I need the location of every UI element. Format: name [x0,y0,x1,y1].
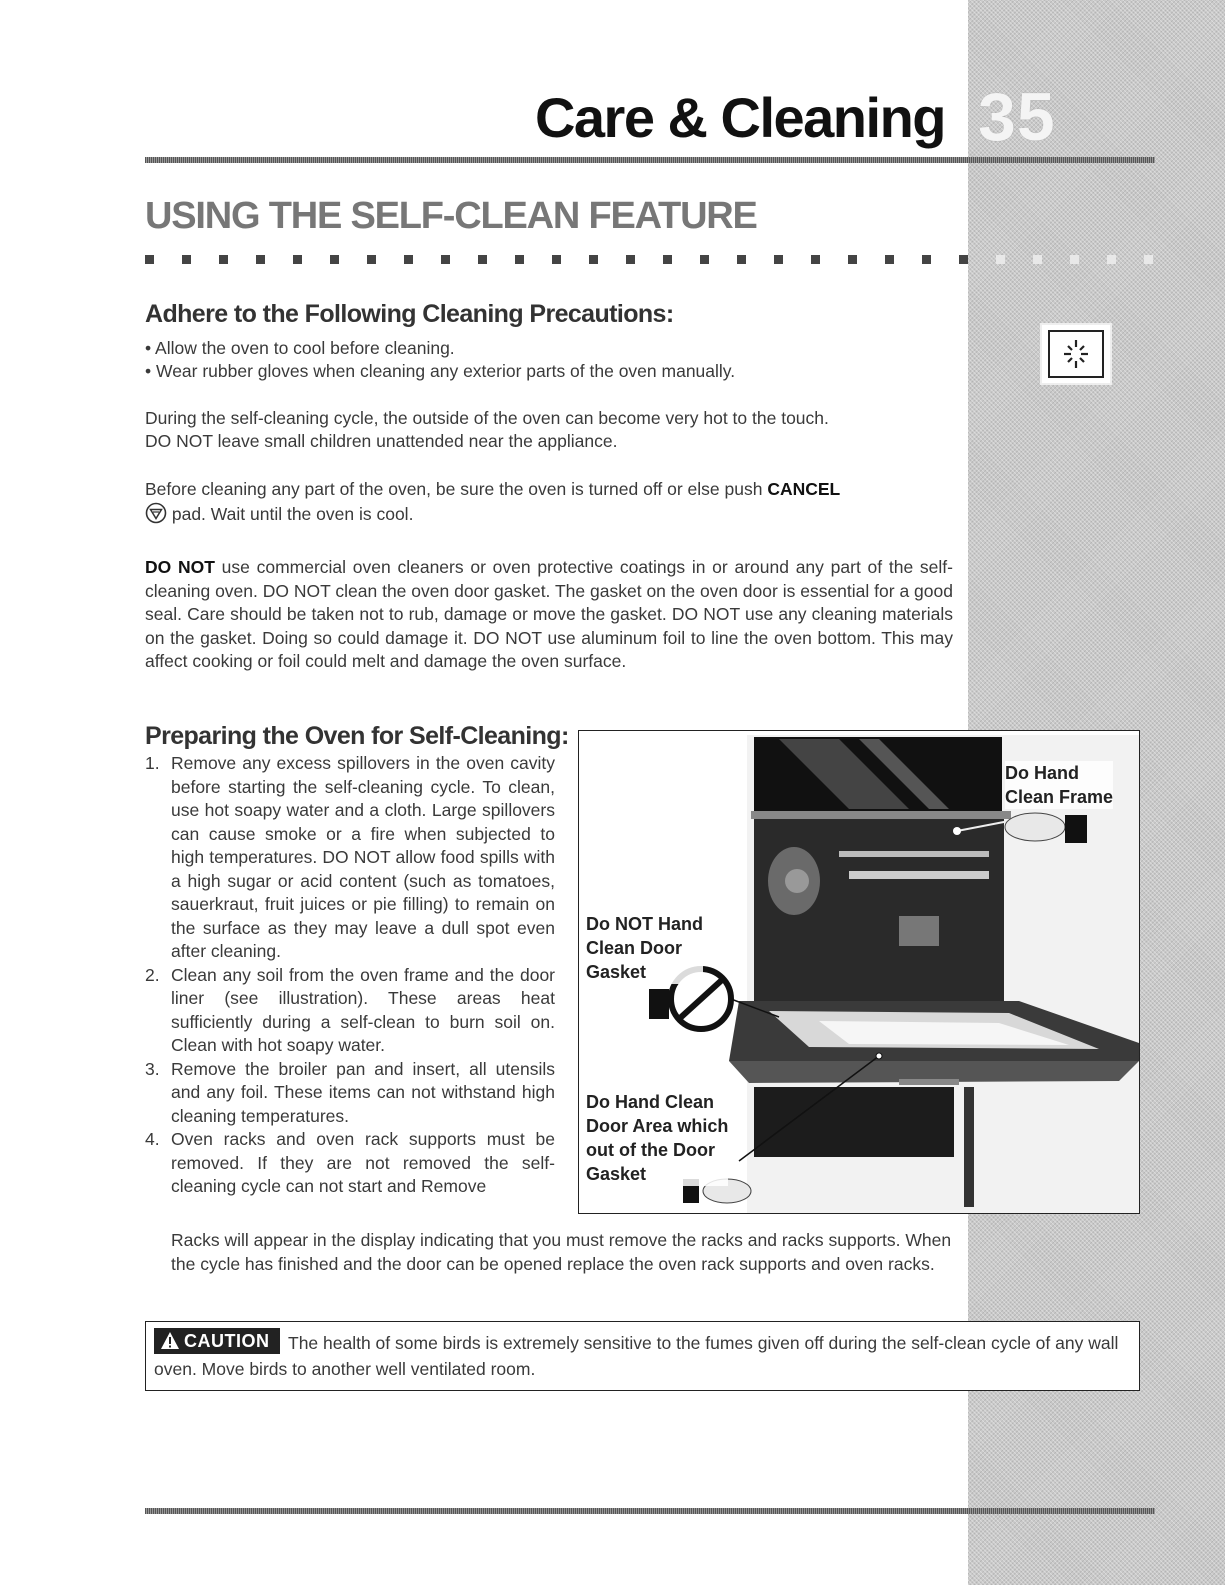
text: Before cleaning any part of the oven, be sure the oven is turned off or else push [145,479,768,499]
callout-line: Clean Door [586,938,683,958]
page-number: 35 [978,79,1056,155]
divider-dot [1033,255,1042,264]
callout-line: Do Hand [1005,763,1079,783]
caution-label: CAUTION [184,1331,270,1351]
caution-box [145,1321,1140,1391]
divider-dot [145,255,154,264]
divider-dot [589,255,598,264]
step-number: 1. [145,753,160,773]
text: pad. Wait until the oven is cool. [167,503,414,524]
list-item [145,964,555,1058]
divider-dot [959,255,968,264]
oven-illustration [578,730,1140,1214]
text: use commercial oven cleaners or oven protective coatings in or around any part of the self-cleaning oven. DO NOT clean the oven door gasket. The gasket on the oven door is essential for a good seal. Care should be taken not to rub, damage or move the gasket. DO NOT use any cleaning materials on the gasket. Doing so could damage it. DO NOT use aluminum foil to line the oven bottom. This may affect cooking or foil could melt and damage the oven surface. [145,557,953,671]
step-number: 3. [145,1058,160,1079]
step-text: Remove any excess spillovers in the oven cavity before starting the self-cleaning cycle. To clean, use hot soapy water and a cloth. Large spillovers can cause smoke or a fire when subjected to high temperatures. DO NOT allow food spills with a high sugar or acid content (such as tomatoes, sauerkraut, fruit juices or pie filling) to remain on the surface as they may leave a dull spot even after cleaning. [171,753,555,961]
step-text: Oven racks and oven rack supports must be removed. If they are not removed the self-cleaning cycle can not start and Remove [171,1129,555,1196]
divider-dot [367,255,376,264]
callout-line: Do NOT Hand [586,914,703,934]
callout-line: Gasket [586,1164,647,1184]
step-number: 2. [145,964,160,985]
cancel-label: CANCEL [767,479,841,499]
do-not-label: DO NOT [145,557,215,577]
top-rule [145,157,1155,163]
divider-dot [293,255,302,264]
callout-line: out of the Door [586,1140,715,1160]
list-item [145,1058,555,1129]
divider-dot [663,255,672,264]
bottom-rule [145,1508,1155,1514]
divider-dot [256,255,265,264]
divider-dot [774,255,783,264]
list-item [145,752,555,964]
divider-dot [404,255,413,264]
callout-hand-clean-door [586,1090,728,1186]
caution-text: The health of some birds is extremely sensitive to the fumes given off during the self-clean cycle of any wall oven. Move birds to another well ventilated room. [154,1333,1119,1379]
do-not-paragraph [145,556,953,674]
step-4-continued: Racks will appear in the display indicating that you must remove the racks and racks supports. When the cycle has finished and the door can be opened replace the oven rack supports and oven racks. [171,1230,952,1274]
divider-dot [848,255,857,264]
paragraph-line: DO NOT leave small children unattended near the appliance. [145,431,618,451]
divider-dot [626,255,635,264]
divider-dot [478,255,487,264]
bullet-item: • Allow the oven to cool before cleaning. [145,338,455,358]
page-title: Care & Cleaning [534,86,945,149]
step-number: 4. [145,1129,160,1149]
precautions-heading: Adhere to the Following Cleaning Precautions: [145,300,674,328]
divider-dot [1070,255,1079,264]
divider-dot [1144,255,1153,264]
preparing-heading: Preparing the Oven for Self-Cleaning: [145,722,569,750]
divider-dot [885,255,894,264]
step-text: Remove the broiler pan and insert, all utensils and any foil. These items can not withstand high cleaning temperatures. [171,1058,555,1126]
divider-dot [811,255,820,264]
list-item [145,1128,555,1199]
divider-dot [700,255,709,264]
divider-dot [552,255,561,264]
divider-dot [996,255,1005,264]
divider-dot [219,255,228,264]
divider-dot [515,255,524,264]
caution-badge [154,1328,280,1354]
divider-dot [182,255,191,264]
divider-dot [1107,255,1116,264]
callout-line: Clean Frame [1005,787,1114,807]
callout-line: Gasket [586,962,647,982]
paragraph-line: During the self-cleaning cycle, the outside of the oven can become very hot to the touch. [145,408,829,428]
callout-line: Door Area which [586,1116,729,1136]
cancel-pad-icon [145,502,167,531]
callout-hand-clean-frame [1005,761,1113,809]
bullet-item: • Wear rubber gloves when cleaning any exterior parts of the oven manually. [145,361,736,381]
warning-triangle-icon [160,1331,180,1350]
preparing-steps [145,752,555,1199]
divider-dot [737,255,746,264]
self-clean-icon [1040,323,1112,385]
cancel-paragraph [145,478,945,530]
callout-do-not-clean-gasket [586,912,703,984]
section-title: USING THE SELF-CLEAN FEATURE [145,195,757,237]
dot-divider [145,255,1155,265]
divider-dot [441,255,450,264]
divider-dot [922,255,931,264]
step-text: Clean any soil from the oven frame and the door liner (see illustration). These areas heat sufficiently during a self-clean to burn soil on. Clean with hot soapy water. [171,964,555,1055]
divider-dot [330,255,339,264]
callout-line: Do Hand Clean [586,1092,715,1112]
